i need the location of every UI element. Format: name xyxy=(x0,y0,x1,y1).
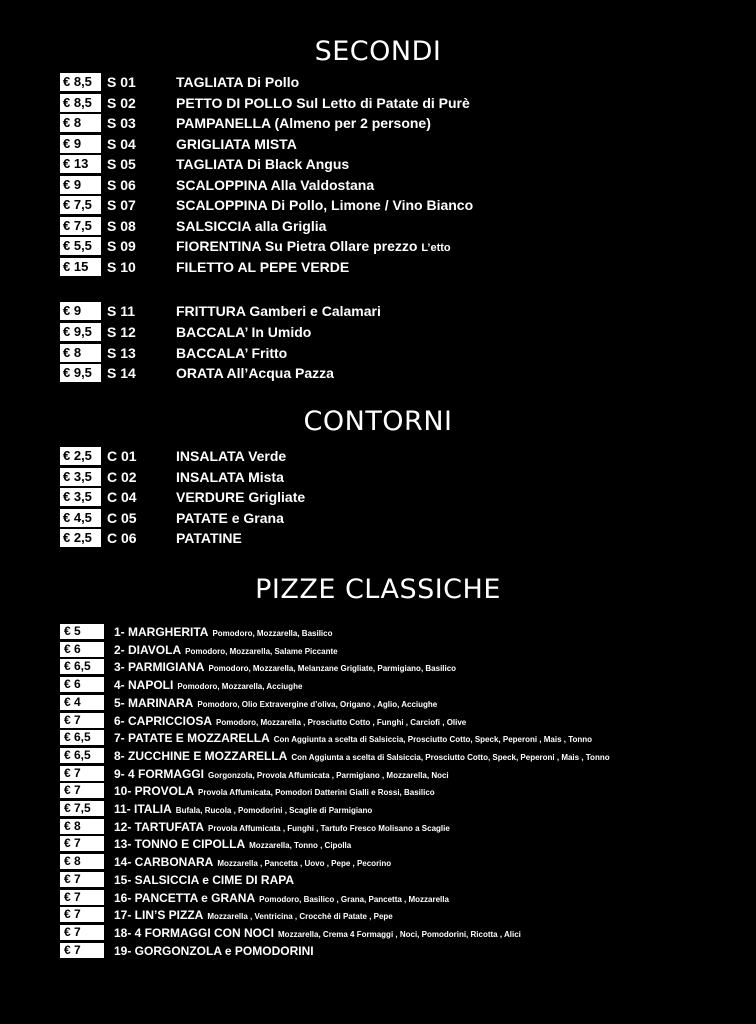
item-name-text: FILETTO AL PEPE VERDE xyxy=(176,258,350,275)
pizza-ingredients: Pomodoro, Mozzarella, Melanzane Grigliate, Parmigiano, Basilico xyxy=(208,664,457,674)
price-tag: € 8,5 xyxy=(60,94,101,112)
item-name xyxy=(176,93,470,113)
price-tag: € 2,5 xyxy=(60,447,101,465)
pizza-item xyxy=(0,907,756,923)
pizza-item xyxy=(0,819,756,835)
pizza-name xyxy=(114,624,332,642)
pizza-ingredients: Provola Affumicata , Funghi , Tartufo Fresco Molisano a Scaglie xyxy=(208,823,450,833)
pizza-name-text: 8- ZUCCHINE E MOZZARELLA xyxy=(114,748,288,763)
pizza-item xyxy=(0,925,756,941)
pizza-item xyxy=(0,730,756,746)
pizza-name xyxy=(114,766,449,784)
pizza-name-text: 17- LIN’S PIZZA xyxy=(114,908,204,923)
item-name-text: TAGLIATA Di Black Angus xyxy=(176,156,350,172)
price-tag: € 7 xyxy=(60,836,104,851)
menu-item xyxy=(0,343,756,363)
pizza-item xyxy=(0,713,756,729)
pizza-ingredients: Mozzarella , Pancetta , Uovo , Pepe , Pecorino xyxy=(217,859,392,869)
price-tag: € 8 xyxy=(60,854,104,869)
item-code: S 13 xyxy=(107,344,136,361)
secondi-heading: SECONDI xyxy=(314,36,442,67)
price-tag: € 9 xyxy=(60,176,101,194)
menu-item xyxy=(0,487,756,507)
pizza-name xyxy=(114,677,302,695)
pizza-ingredients: Pomodoro, Basilico , Grana, Pancetta , Mozzarella xyxy=(259,894,449,904)
item-name-text: GRIGLIATA MISTA xyxy=(176,135,297,152)
pizza-name-text: 3- PARMIGIANA xyxy=(114,660,205,675)
price-tag: € 7 xyxy=(60,925,104,940)
pizza-name-text: 11- ITALIA xyxy=(114,802,172,816)
item-name-text: SALSICCIA alla Griglia xyxy=(176,217,327,234)
pizza-name-text: 2- DIAVOLA xyxy=(114,642,182,657)
item-name xyxy=(176,322,311,342)
pizza-item xyxy=(0,890,756,906)
item-code: S 14 xyxy=(107,365,136,382)
pizza-item xyxy=(0,783,756,799)
item-code: C 04 xyxy=(107,489,137,506)
contorni-heading: CONTORNI xyxy=(303,406,453,437)
pizza-item xyxy=(0,659,756,675)
pizza-ingredients: Pomodoro, Mozzarella, Salame Piccante xyxy=(185,646,338,656)
item-code: S 10 xyxy=(107,258,136,275)
price-tag: € 7,5 xyxy=(60,217,101,235)
item-name-text: PAMPANELLA (Almeno per 2 persone) xyxy=(176,115,431,131)
price-tag: € 5 xyxy=(60,624,104,639)
menu-item xyxy=(0,363,756,383)
pizza-item xyxy=(0,748,756,764)
menu-item xyxy=(0,236,756,256)
menu-item xyxy=(0,195,756,215)
price-tag: € 7 xyxy=(60,872,104,887)
item-name-text: FIORENTINA Su Pietra Ollare prezzo xyxy=(176,238,418,254)
item-code: S 09 xyxy=(107,238,136,254)
pizza-name xyxy=(114,730,592,748)
item-code: C 02 xyxy=(107,468,137,485)
pizza-name-text: 4- NAPOLI xyxy=(114,678,174,693)
item-name xyxy=(176,301,381,321)
menu-item xyxy=(0,446,756,466)
item-name-text: PETTO DI POLLO Sul Letto di Patate di Purè xyxy=(176,94,470,111)
price-tag: € 6 xyxy=(60,642,104,657)
menu-item xyxy=(0,113,756,133)
price-tag: € 4,5 xyxy=(60,509,101,527)
pizza-name xyxy=(114,943,314,959)
pizza-ingredients: Pomodoro, Olio Extravergine d’oliva, Origano , Aglio, Acciughe xyxy=(197,699,438,709)
item-name xyxy=(176,446,286,466)
item-name-text: VERDURE Grigliate xyxy=(176,489,306,506)
menu-item xyxy=(0,72,756,92)
price-tag: € 7 xyxy=(60,713,104,728)
item-name xyxy=(176,487,305,507)
item-name-text: PATATE e Grana xyxy=(176,509,284,526)
price-tag: € 9 xyxy=(60,302,101,320)
pizza-name xyxy=(114,783,435,801)
item-name xyxy=(176,195,473,215)
pizza-item xyxy=(0,854,756,870)
pizza-item xyxy=(0,642,756,658)
pizza-ingredients: Bufala, Rucola , Pomodorini , Scaglie di Parmigiano xyxy=(175,806,373,815)
item-code: S 11 xyxy=(107,303,136,319)
price-tag: € 5,5 xyxy=(60,237,101,255)
pizza-name xyxy=(114,695,437,713)
pizza-ingredients: Provola Affumicata, Pomodori Datterini Gialli e Rossi, Basilico xyxy=(198,788,435,798)
menu-item xyxy=(0,528,756,548)
pizza-name xyxy=(114,801,372,819)
item-name xyxy=(176,72,299,92)
item-name-text: FRITTURA Gamberi e Calamari xyxy=(176,303,381,319)
item-name-text: SCALOPPINA Alla Valdostana xyxy=(176,176,375,193)
pizza-name xyxy=(114,836,351,854)
pizza-item xyxy=(0,872,756,888)
pizza-name-text: 10- PROVOLA xyxy=(114,784,195,799)
item-name-text: INSALATA Verde xyxy=(176,448,287,464)
pizza-item xyxy=(0,943,756,959)
item-name xyxy=(176,528,242,548)
menu-item xyxy=(0,301,756,321)
pizza-ingredients: Con Aggiunta a scelta di Salsiccia, Prosciutto Cotto, Speck, Peperoni , Mais , Tonno xyxy=(273,735,593,745)
menu-item xyxy=(0,93,756,113)
pizza-name-text: 5- MARINARA xyxy=(114,695,194,710)
item-name-text: BACCALA’ In Umido xyxy=(176,323,312,340)
price-tag: € 15 xyxy=(60,258,101,276)
price-tag: € 2,5 xyxy=(60,529,101,547)
price-tag: € 3,5 xyxy=(60,488,101,506)
item-name xyxy=(176,508,284,528)
price-tag: € 7 xyxy=(60,766,104,781)
item-code: S 06 xyxy=(107,176,136,193)
item-name-text: ORATA All’Acqua Pazza xyxy=(176,365,334,382)
item-code: C 06 xyxy=(107,530,137,547)
menu-item xyxy=(0,467,756,487)
price-tag: € 7 xyxy=(60,943,104,958)
price-tag: € 3,5 xyxy=(60,468,101,486)
pizza-ingredients: Pomodoro, Mozzarella, Acciughe xyxy=(177,682,303,692)
item-code: S 04 xyxy=(107,135,136,152)
pizza-name-text: 18- 4 FORMAGGI CON NOCI xyxy=(114,925,275,940)
menu-item xyxy=(0,322,756,342)
pizza-name xyxy=(114,713,466,731)
price-tag: € 7 xyxy=(60,907,104,922)
price-tag: € 7,5 xyxy=(60,196,101,214)
price-tag: € 9,5 xyxy=(60,364,101,382)
pizza-name xyxy=(114,872,294,888)
pizza-name xyxy=(114,642,338,660)
pizza-ingredients: Pomodoro, Mozzarella, Basilico xyxy=(212,629,333,638)
pizza-ingredients: Pomodoro, Mozzarella , Prosciutto Cotto , Funghi , Carciofi , Olive xyxy=(216,717,467,727)
price-tag: € 8,5 xyxy=(60,73,101,91)
pizza-name xyxy=(114,819,450,837)
item-code: S 07 xyxy=(107,197,136,213)
item-name xyxy=(176,113,431,133)
pizza-ingredients: Mozzarella, Tonno , Cipolla xyxy=(249,841,352,851)
pizza-name-text: 13- TONNO E CIPOLLA xyxy=(114,837,246,852)
pizza-name xyxy=(114,854,391,872)
price-tag: € 6,5 xyxy=(60,659,104,674)
item-code: S 01 xyxy=(107,74,136,90)
price-tag: € 6 xyxy=(60,677,104,692)
pizza-name-text: 12- TARTUFATA xyxy=(114,819,204,834)
menu-item xyxy=(0,134,756,154)
pizza-item xyxy=(0,695,756,711)
price-tag: € 6,5 xyxy=(60,748,104,763)
pizza-ingredients: Con Aggiunta a scelta di Salsiccia, Prosciutto Cotto, Speck, Peperoni , Mais , Tonno xyxy=(291,752,610,762)
price-tag: € 4 xyxy=(60,695,104,710)
price-tag: € 7,5 xyxy=(60,801,104,816)
menu-item xyxy=(0,257,756,277)
item-code: S 05 xyxy=(107,156,136,172)
pizza-name-text: 9- 4 FORMAGGI xyxy=(114,766,205,781)
pizza-ingredients: Gorgonzola, Provola Affumicata , Parmigiano , Mozzarella, Noci xyxy=(208,770,449,780)
pizza-item xyxy=(0,836,756,852)
item-name xyxy=(176,467,284,487)
price-tag: € 8 xyxy=(60,114,101,132)
item-name xyxy=(176,175,374,195)
pizza-name xyxy=(114,925,521,943)
pizza-name-text: 14- CARBONARA xyxy=(114,855,214,870)
item-name-text: PATATINE xyxy=(176,530,242,547)
item-name xyxy=(176,257,349,277)
pizza-name xyxy=(114,659,456,677)
item-code: S 08 xyxy=(107,217,136,234)
item-name xyxy=(176,343,287,363)
item-name xyxy=(176,363,334,383)
price-tag: € 9,5 xyxy=(60,323,101,341)
item-code: S 12 xyxy=(107,323,136,340)
pizza-ingredients: Mozzarella , Ventricina , Crocchè di Patate , Pepe xyxy=(207,912,393,922)
pizze-heading: PIZZE CLASSICHE xyxy=(255,574,501,605)
pizza-name-text: 1- MARGHERITA xyxy=(114,625,209,639)
item-name-text: INSALATA Mista xyxy=(176,468,284,485)
price-tag: € 7 xyxy=(60,783,104,798)
price-tag: € 9 xyxy=(60,135,101,153)
pizza-name xyxy=(114,748,610,766)
pizza-name-text: 6- CAPRICCIOSA xyxy=(114,713,213,728)
item-name-text: SCALOPPINA Di Pollo, Limone / Vino Bianco xyxy=(176,197,474,213)
item-name xyxy=(176,216,326,236)
pizza-name xyxy=(114,890,449,908)
pizza-item xyxy=(0,766,756,782)
price-tag: € 8 xyxy=(60,819,104,834)
menu-item xyxy=(0,175,756,195)
pizza-name-text: 7- PATATE E MOZZARELLA xyxy=(114,731,270,746)
pizza-name-text: 19- GORGONZOLA e POMODORINI xyxy=(114,943,314,958)
menu-item xyxy=(0,154,756,174)
item-code: C 05 xyxy=(107,509,137,526)
price-tag: € 7 xyxy=(60,890,104,905)
price-tag: € 8 xyxy=(60,344,101,362)
item-name-text: BACCALA’ Fritto xyxy=(176,344,288,361)
item-name-text: TAGLIATA Di Pollo xyxy=(176,74,300,90)
pizza-item xyxy=(0,677,756,693)
pizza-ingredients: Mozzarella, Crema 4 Formaggi , Noci, Pomodorini, Ricotta , Alici xyxy=(278,929,521,939)
pizza-name xyxy=(114,907,393,925)
menu-item xyxy=(0,216,756,236)
price-tag: € 13 xyxy=(60,155,101,173)
item-code: C 01 xyxy=(107,448,137,464)
item-name xyxy=(176,134,297,154)
pizza-name-text: 15- SALSICCIA e CIME DI RAPA xyxy=(114,872,295,887)
item-name xyxy=(176,236,451,258)
item-code: S 03 xyxy=(107,115,136,131)
price-tag: € 6,5 xyxy=(60,730,104,745)
pizza-item xyxy=(0,624,756,640)
item-name xyxy=(176,154,349,174)
pizza-item xyxy=(0,801,756,817)
item-name-suffix: L’etto xyxy=(421,242,451,254)
menu-item xyxy=(0,508,756,528)
pizza-name-text: 16- PANCETTA e GRANA xyxy=(114,890,256,905)
item-code: S 02 xyxy=(107,94,136,111)
